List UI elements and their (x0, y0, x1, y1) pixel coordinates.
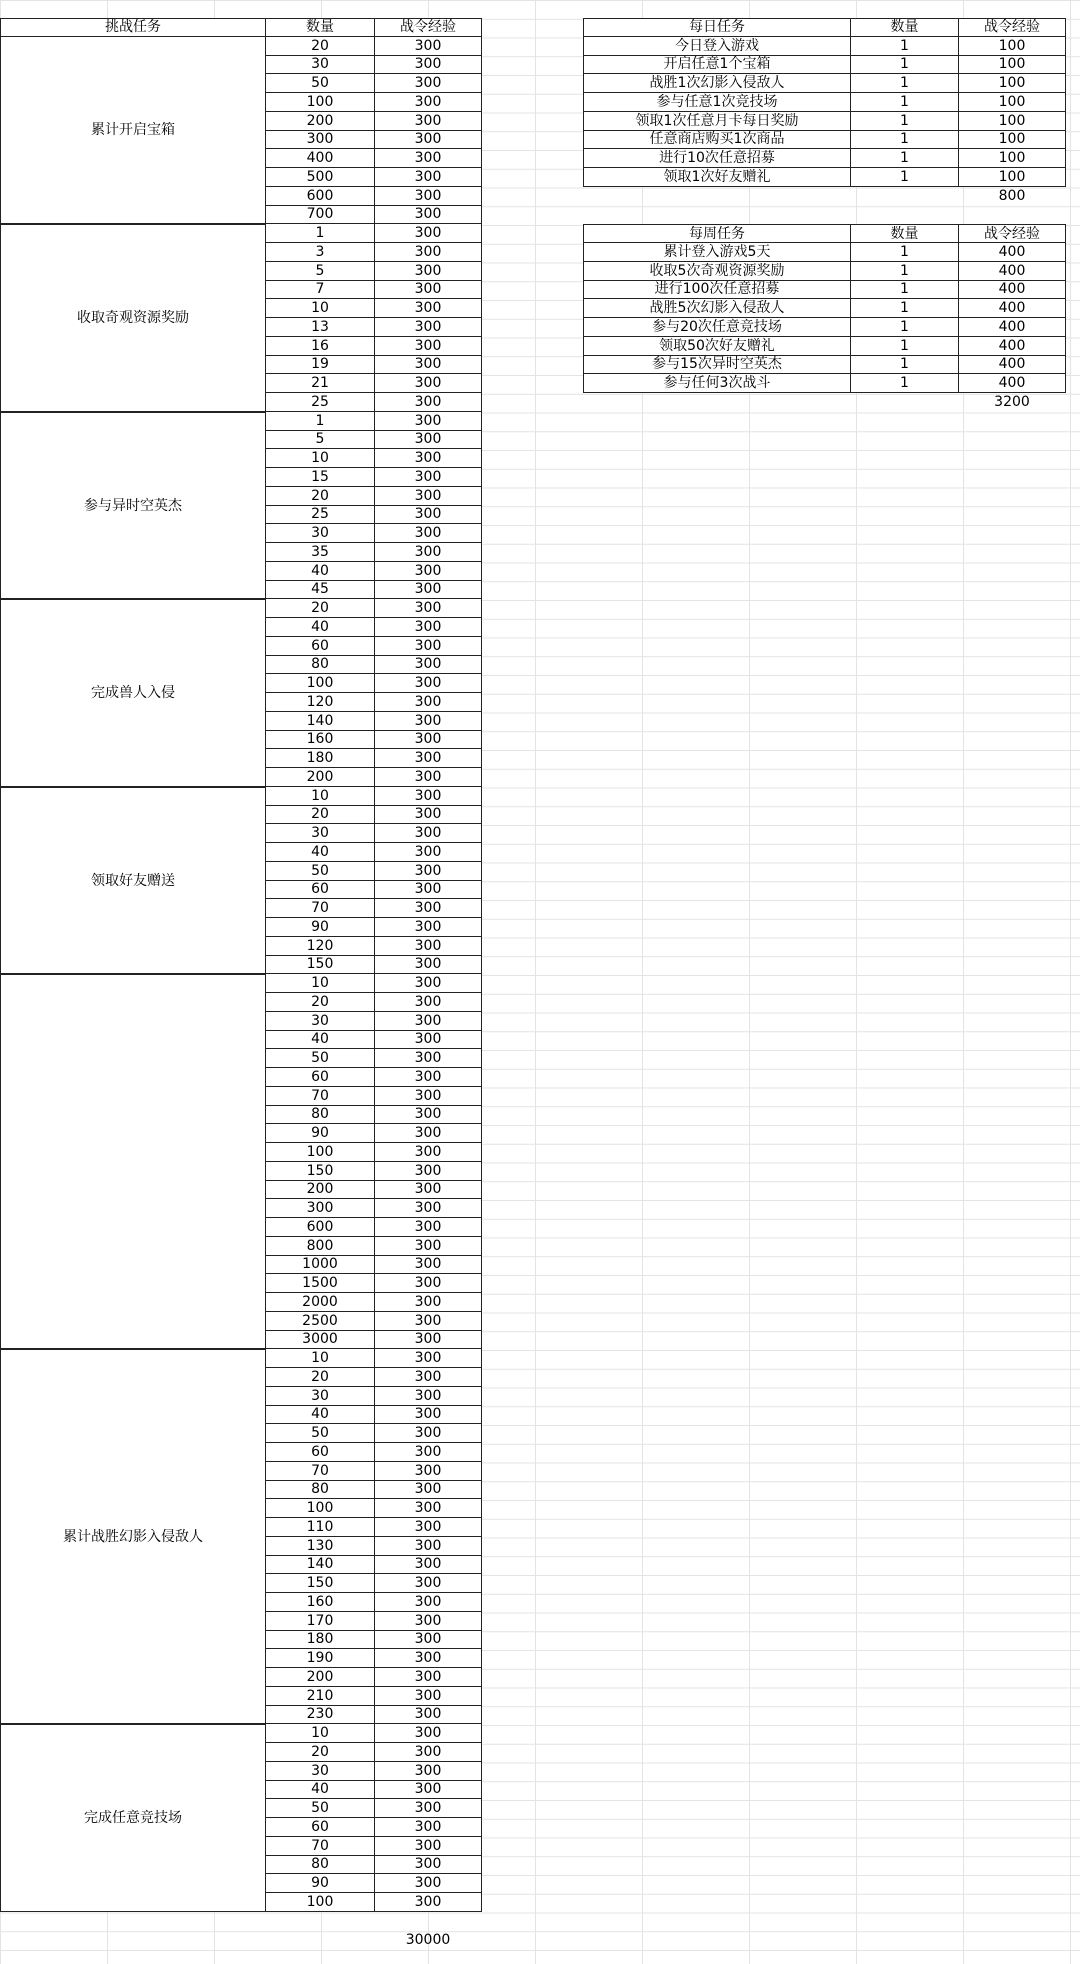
challenge-quantity-cell: 160 (265, 731, 374, 750)
challenge-exp-cell: 300 (374, 974, 482, 993)
challenge-quantity-cell: 20 (265, 1743, 374, 1762)
challenge-exp-cell: 300 (374, 918, 482, 937)
challenge-exp-cell: 300 (374, 993, 482, 1012)
challenge-quantity-cell: 60 (265, 881, 374, 900)
weekly-total: 3200 (994, 394, 1030, 411)
challenge-exp-cell: 300 (374, 37, 482, 56)
challenge-quantity-cell: 10 (265, 299, 374, 318)
daily-exp-cell: 100 (958, 168, 1066, 187)
challenge-quantity-cell: 90 (265, 1124, 374, 1143)
challenge-quantity-cell: 500 (265, 168, 374, 187)
challenge-quantity-cell: 40 (265, 618, 374, 637)
challenge-exp-cell: 300 (374, 881, 482, 900)
challenge-exp-cell: 300 (374, 824, 482, 843)
challenge-quantity-cell: 10 (265, 1724, 374, 1743)
challenge-exp-cell: 300 (374, 731, 482, 750)
challenge-quantity-cell: 100 (265, 1499, 374, 1518)
challenge-exp-cell: 300 (374, 956, 482, 975)
weekly-quantity-cell: 1 (850, 299, 958, 318)
challenge-exp-cell: 300 (374, 243, 482, 262)
weekly-quantity-cell: 1 (850, 337, 958, 356)
challenge-quantity-cell: 150 (265, 1162, 374, 1181)
challenge-exp-cell: 300 (374, 1837, 482, 1856)
challenge-exp-cell: 300 (374, 1068, 482, 1087)
daily-quantity-cell: 1 (850, 56, 958, 75)
challenge-exp-cell: 300 (374, 1612, 482, 1631)
challenge-exp-cell: 300 (374, 1687, 482, 1706)
challenge-exp-cell: 300 (374, 656, 482, 675)
challenge-quantity-cell: 180 (265, 1631, 374, 1650)
weekly-exp-cell: 400 (958, 262, 1066, 281)
challenge-quantity-cell: 50 (265, 1799, 374, 1818)
weekly-exp-cell: 400 (958, 281, 1066, 300)
challenge-exp-cell: 300 (374, 1743, 482, 1762)
challenge-quantity-cell: 30 (265, 1762, 374, 1781)
challenge-quantity-cell: 40 (265, 1031, 374, 1050)
weekly-header-1: 数量 (850, 224, 958, 243)
challenge-quantity-cell: 120 (265, 937, 374, 956)
challenge-exp-cell: 300 (374, 1593, 482, 1612)
challenge-exp-cell: 300 (374, 318, 482, 337)
challenge-task-name: 参与异时空英杰 (0, 412, 265, 600)
challenge-quantity-cell: 300 (265, 1199, 374, 1218)
challenge-exp-cell: 300 (374, 206, 482, 225)
daily-header-0: 每日任务 (583, 18, 850, 37)
challenge-quantity-cell: 10 (265, 787, 374, 806)
daily-exp-cell: 100 (958, 37, 1066, 56)
challenge-exp-cell: 300 (374, 1724, 482, 1743)
challenge-exp-cell: 300 (374, 524, 482, 543)
challenge-exp-cell: 300 (374, 337, 482, 356)
weekly-task-name: 进行100次任意招募 (583, 281, 850, 300)
challenge-quantity-cell: 50 (265, 1424, 374, 1443)
challenge-exp-cell: 300 (374, 1031, 482, 1050)
challenge-exp-cell: 300 (374, 468, 482, 487)
weekly-quantity-cell: 1 (850, 262, 958, 281)
challenge-quantity-cell: 50 (265, 862, 374, 881)
challenge-exp-cell: 300 (374, 1256, 482, 1275)
challenge-exp-cell: 300 (374, 899, 482, 918)
challenge-quantity-cell: 60 (265, 1818, 374, 1837)
challenge-quantity-cell: 40 (265, 562, 374, 581)
challenge-exp-cell: 300 (374, 1481, 482, 1500)
challenge-exp-cell: 300 (374, 806, 482, 825)
weekly-quantity-cell: 1 (850, 281, 958, 300)
challenge-quantity-cell: 2500 (265, 1312, 374, 1331)
challenge-exp-cell: 300 (374, 1706, 482, 1725)
challenge-quantity-cell: 700 (265, 206, 374, 225)
weekly-task-name: 参与15次异时空英杰 (583, 356, 850, 375)
challenge-quantity-cell: 800 (265, 1237, 374, 1256)
challenge-quantity-cell: 5 (265, 431, 374, 450)
challenge-exp-cell: 300 (374, 1443, 482, 1462)
challenge-quantity-cell: 70 (265, 1087, 374, 1106)
challenge-quantity-cell: 100 (265, 1893, 374, 1912)
daily-quantity-cell: 1 (850, 74, 958, 93)
challenge-exp-cell: 300 (374, 1387, 482, 1406)
challenge-exp-cell: 300 (374, 1537, 482, 1556)
daily-task-name: 进行10次任意招募 (583, 149, 850, 168)
challenge-exp-cell: 300 (374, 74, 482, 93)
challenge-quantity-cell: 200 (265, 1668, 374, 1687)
challenge-quantity-cell: 80 (265, 1106, 374, 1125)
daily-quantity-cell: 1 (850, 112, 958, 131)
challenge-quantity-cell: 10 (265, 1349, 374, 1368)
daily-exp-cell: 100 (958, 112, 1066, 131)
challenge-exp-cell: 300 (374, 431, 482, 450)
challenge-exp-cell: 300 (374, 1293, 482, 1312)
challenge-quantity-cell: 150 (265, 1574, 374, 1593)
challenge-quantity-cell: 25 (265, 393, 374, 412)
challenge-quantity-cell: 10 (265, 974, 374, 993)
challenge-exp-cell: 300 (374, 674, 482, 693)
challenge-exp-cell: 300 (374, 1799, 482, 1818)
challenge-quantity-cell: 1500 (265, 1274, 374, 1293)
challenge-quantity-cell: 60 (265, 637, 374, 656)
challenge-quantity-cell: 300 (265, 131, 374, 150)
challenge-exp-cell: 300 (374, 56, 482, 75)
challenge-exp-cell: 300 (374, 693, 482, 712)
challenge-exp-cell: 300 (374, 299, 482, 318)
challenge-quantity-cell: 30 (265, 1012, 374, 1031)
challenge-quantity-cell: 80 (265, 1856, 374, 1875)
challenge-quantity-cell: 130 (265, 1537, 374, 1556)
challenge-exp-cell: 300 (374, 412, 482, 431)
challenge-exp-cell: 300 (374, 168, 482, 187)
daily-task-name: 开启任意1个宝箱 (583, 56, 850, 75)
challenge-quantity-cell: 30 (265, 524, 374, 543)
challenge-quantity-cell: 20 (265, 37, 374, 56)
challenge-exp-cell: 300 (374, 93, 482, 112)
challenge-exp-cell: 300 (374, 1312, 482, 1331)
challenge-quantity-cell: 110 (265, 1518, 374, 1537)
challenge-exp-cell: 300 (374, 937, 482, 956)
weekly-quantity-cell: 1 (850, 356, 958, 375)
challenge-exp-cell: 300 (374, 1237, 482, 1256)
challenge-exp-cell: 300 (374, 562, 482, 581)
challenge-exp-cell: 300 (374, 356, 482, 375)
challenge-exp-cell: 300 (374, 1518, 482, 1537)
challenge-quantity-cell: 15 (265, 468, 374, 487)
challenge-quantity-cell: 13 (265, 318, 374, 337)
challenge-quantity-cell: 100 (265, 93, 374, 112)
challenge-header-2: 战令经验 (374, 18, 482, 37)
challenge-quantity-cell: 70 (265, 899, 374, 918)
daily-exp-cell: 100 (958, 131, 1066, 150)
challenge-quantity-cell: 100 (265, 1143, 374, 1162)
challenge-quantity-cell: 80 (265, 1481, 374, 1500)
challenge-task-name: 累计战胜幻影入侵敌人 (0, 1349, 265, 1724)
challenge-exp-cell: 300 (374, 1856, 482, 1875)
daily-quantity-cell: 1 (850, 93, 958, 112)
challenge-quantity-cell: 40 (265, 1406, 374, 1425)
challenge-task-name: 收取奇观资源奖励 (0, 224, 265, 412)
challenge-quantity-cell: 1 (265, 224, 374, 243)
challenge-quantity-cell: 100 (265, 674, 374, 693)
daily-exp-cell: 100 (958, 74, 1066, 93)
challenge-exp-cell: 300 (374, 599, 482, 618)
challenge-quantity-cell: 5 (265, 262, 374, 281)
challenge-exp-cell: 300 (374, 1143, 482, 1162)
challenge-exp-cell: 300 (374, 393, 482, 412)
daily-task-name: 战胜1次幻影入侵敌人 (583, 74, 850, 93)
daily-header-2: 战令经验 (958, 18, 1066, 37)
challenge-exp-cell: 300 (374, 487, 482, 506)
challenge-exp-cell: 300 (374, 1218, 482, 1237)
challenge-quantity-cell: 400 (265, 149, 374, 168)
challenge-exp-cell: 300 (374, 1274, 482, 1293)
weekly-exp-cell: 400 (958, 337, 1066, 356)
challenge-quantity-cell: 2000 (265, 1293, 374, 1312)
challenge-quantity-cell: 90 (265, 918, 374, 937)
challenge-quantity-cell: 20 (265, 599, 374, 618)
challenge-quantity-cell: 21 (265, 374, 374, 393)
challenge-quantity-cell: 90 (265, 1874, 374, 1893)
challenge-exp-cell: 300 (374, 1162, 482, 1181)
challenge-quantity-cell: 200 (265, 112, 374, 131)
challenge-quantity-cell: 35 (265, 543, 374, 562)
challenge-quantity-cell: 80 (265, 656, 374, 675)
weekly-task-name: 参与20次任意竞技场 (583, 318, 850, 337)
challenge-quantity-cell: 1000 (265, 1256, 374, 1275)
challenge-quantity-cell: 210 (265, 1687, 374, 1706)
challenge-exp-cell: 300 (374, 1124, 482, 1143)
challenge-quantity-cell: 200 (265, 768, 374, 787)
challenge-quantity-cell: 160 (265, 1593, 374, 1612)
challenge-task-name: 累计开启宝箱 (0, 37, 265, 225)
challenge-exp-cell: 300 (374, 581, 482, 600)
challenge-exp-cell: 300 (374, 1049, 482, 1068)
challenge-task-name: 完成任意竞技场 (0, 1724, 265, 1912)
weekly-exp-cell: 400 (958, 356, 1066, 375)
challenge-exp-cell: 300 (374, 1424, 482, 1443)
challenge-exp-cell: 300 (374, 1762, 482, 1781)
challenge-quantity-cell: 25 (265, 506, 374, 525)
weekly-exp-cell: 400 (958, 299, 1066, 318)
challenge-quantity-cell: 150 (265, 956, 374, 975)
daily-task-name: 参与任意1次竞技场 (583, 93, 850, 112)
challenge-exp-cell: 300 (374, 1331, 482, 1350)
challenge-exp-cell: 300 (374, 1106, 482, 1125)
challenge-quantity-cell: 30 (265, 1387, 374, 1406)
challenge-exp-cell: 300 (374, 768, 482, 787)
challenge-header-1: 数量 (265, 18, 374, 37)
challenge-exp-cell: 300 (374, 1874, 482, 1893)
weekly-task-name: 收取5次奇观资源奖励 (583, 262, 850, 281)
challenge-exp-cell: 300 (374, 1368, 482, 1387)
challenge-exp-cell: 300 (374, 787, 482, 806)
challenge-exp-cell: 300 (374, 843, 482, 862)
challenge-exp-cell: 300 (374, 1631, 482, 1650)
challenge-quantity-cell: 20 (265, 1368, 374, 1387)
weekly-exp-cell: 400 (958, 318, 1066, 337)
weekly-header-2: 战令经验 (958, 224, 1066, 243)
challenge-exp-cell: 300 (374, 543, 482, 562)
challenge-exp-cell: 300 (374, 1818, 482, 1837)
daily-task-name: 领取1次任意月卡每日奖励 (583, 112, 850, 131)
daily-task-name: 任意商店购买1次商品 (583, 131, 850, 150)
challenge-exp-cell: 300 (374, 1199, 482, 1218)
daily-total: 800 (998, 188, 1026, 205)
challenge-exp-cell: 300 (374, 1012, 482, 1031)
challenge-quantity-cell: 140 (265, 712, 374, 731)
daily-quantity-cell: 1 (850, 149, 958, 168)
weekly-exp-cell: 400 (958, 374, 1066, 393)
challenge-quantity-cell: 50 (265, 1049, 374, 1068)
challenge-task-name (0, 974, 265, 1349)
challenge-task-name: 完成兽人入侵 (0, 599, 265, 787)
challenge-exp-cell: 300 (374, 281, 482, 300)
challenge-exp-cell: 300 (374, 1781, 482, 1800)
weekly-header-0: 每周任务 (583, 224, 850, 243)
daily-task-name: 今日登入游戏 (583, 37, 850, 56)
challenge-exp-cell: 300 (374, 374, 482, 393)
challenge-quantity-cell: 40 (265, 1781, 374, 1800)
challenge-quantity-cell: 60 (265, 1443, 374, 1462)
challenge-quantity-cell: 170 (265, 1612, 374, 1631)
challenge-quantity-cell: 120 (265, 693, 374, 712)
challenge-quantity-cell: 180 (265, 749, 374, 768)
challenge-exp-cell: 300 (374, 149, 482, 168)
challenge-quantity-cell: 50 (265, 74, 374, 93)
challenge-exp-cell: 300 (374, 449, 482, 468)
challenge-quantity-cell: 600 (265, 187, 374, 206)
challenge-quantity-cell: 230 (265, 1706, 374, 1725)
challenge-quantity-cell: 30 (265, 824, 374, 843)
challenge-total: 30000 (405, 1931, 451, 1948)
challenge-quantity-cell: 200 (265, 1181, 374, 1200)
challenge-exp-cell: 300 (374, 1893, 482, 1912)
challenge-task-name: 领取好友赠送 (0, 787, 265, 975)
challenge-header-0: 挑战任务 (0, 18, 265, 37)
challenge-quantity-cell: 30 (265, 56, 374, 75)
challenge-exp-cell: 300 (374, 862, 482, 881)
daily-task-name: 领取1次好友赠礼 (583, 168, 850, 187)
challenge-exp-cell: 300 (374, 1668, 482, 1687)
challenge-exp-cell: 300 (374, 131, 482, 150)
challenge-exp-cell: 300 (374, 1462, 482, 1481)
challenge-exp-cell: 300 (374, 506, 482, 525)
challenge-exp-cell: 300 (374, 1406, 482, 1425)
challenge-quantity-cell: 20 (265, 487, 374, 506)
challenge-exp-cell: 300 (374, 1556, 482, 1575)
challenge-exp-cell: 300 (374, 637, 482, 656)
challenge-quantity-cell: 3 (265, 243, 374, 262)
challenge-quantity-cell: 1 (265, 412, 374, 431)
challenge-exp-cell: 300 (374, 1649, 482, 1668)
challenge-exp-cell: 300 (374, 1499, 482, 1518)
challenge-exp-cell: 300 (374, 262, 482, 281)
daily-exp-cell: 100 (958, 149, 1066, 168)
daily-exp-cell: 100 (958, 56, 1066, 75)
challenge-exp-cell: 300 (374, 1574, 482, 1593)
challenge-quantity-cell: 7 (265, 281, 374, 300)
challenge-quantity-cell: 60 (265, 1068, 374, 1087)
challenge-exp-cell: 300 (374, 1181, 482, 1200)
weekly-task-name: 领取50次好友赠礼 (583, 337, 850, 356)
daily-quantity-cell: 1 (850, 131, 958, 150)
challenge-quantity-cell: 20 (265, 993, 374, 1012)
daily-quantity-cell: 1 (850, 168, 958, 187)
challenge-quantity-cell: 19 (265, 356, 374, 375)
weekly-exp-cell: 400 (958, 243, 1066, 262)
challenge-quantity-cell: 70 (265, 1837, 374, 1856)
weekly-quantity-cell: 1 (850, 318, 958, 337)
challenge-exp-cell: 300 (374, 1349, 482, 1368)
challenge-exp-cell: 300 (374, 187, 482, 206)
weekly-task-name: 累计登入游戏5天 (583, 243, 850, 262)
challenge-quantity-cell: 10 (265, 449, 374, 468)
weekly-quantity-cell: 1 (850, 243, 958, 262)
challenge-quantity-cell: 190 (265, 1649, 374, 1668)
weekly-quantity-cell: 1 (850, 374, 958, 393)
challenge-quantity-cell: 140 (265, 1556, 374, 1575)
daily-header-1: 数量 (850, 18, 958, 37)
weekly-task-name: 参与任何3次战斗 (583, 374, 850, 393)
daily-exp-cell: 100 (958, 93, 1066, 112)
challenge-quantity-cell: 70 (265, 1462, 374, 1481)
challenge-quantity-cell: 600 (265, 1218, 374, 1237)
challenge-exp-cell: 300 (374, 712, 482, 731)
challenge-exp-cell: 300 (374, 749, 482, 768)
challenge-quantity-cell: 40 (265, 843, 374, 862)
challenge-quantity-cell: 16 (265, 337, 374, 356)
daily-quantity-cell: 1 (850, 37, 958, 56)
challenge-exp-cell: 300 (374, 224, 482, 243)
challenge-exp-cell: 300 (374, 112, 482, 131)
challenge-quantity-cell: 45 (265, 581, 374, 600)
weekly-task-name: 战胜5次幻影入侵敌人 (583, 299, 850, 318)
challenge-quantity-cell: 20 (265, 806, 374, 825)
challenge-exp-cell: 300 (374, 618, 482, 637)
challenge-quantity-cell: 3000 (265, 1331, 374, 1350)
challenge-exp-cell: 300 (374, 1087, 482, 1106)
